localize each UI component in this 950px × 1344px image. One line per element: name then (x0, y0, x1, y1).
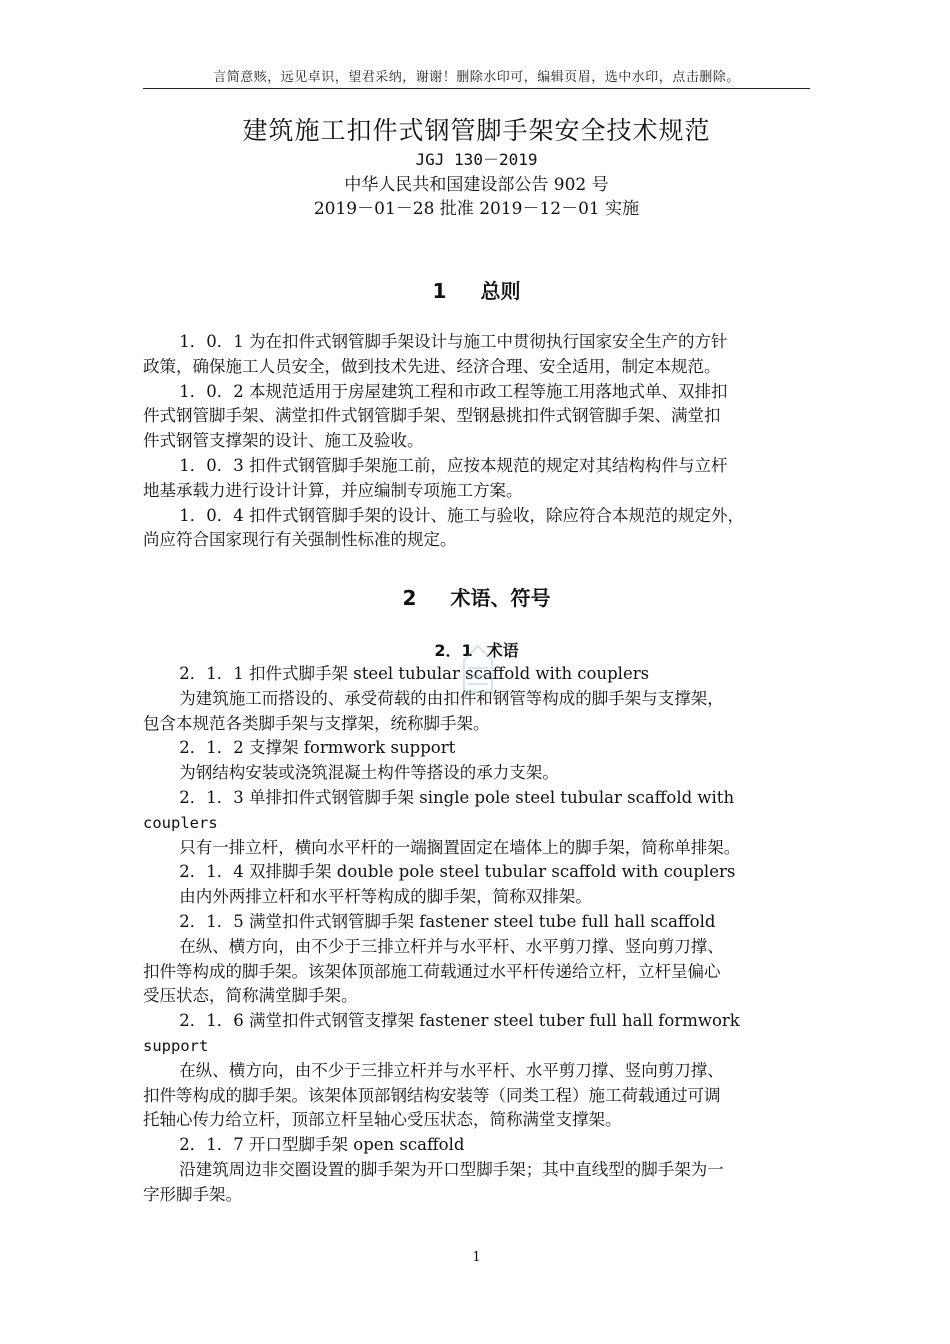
term-definition-line: 为建筑施工而搭设的、承受荷载的由扣件和钢管等构成的脚手架与支撑架， (179, 688, 724, 708)
term-definition (143, 1059, 810, 1133)
chapter-1-heading (143, 275, 810, 304)
title-block (143, 114, 810, 222)
page-header-note[interactable]: 言简意赅，远见卓识，望君采纳，谢谢！删除水印可，编辑页眉，选中水印，点击删除。 (213, 70, 740, 85)
term-heading-line: 2．1．5 满堂扣件式钢管脚手架 fastener steel tube full hall scaffold (179, 911, 716, 931)
term-definition-line: 由内外两排立杆和水平杆等构成的脚手架，简称双排架。 (179, 887, 592, 907)
term-heading (143, 1009, 810, 1059)
clause-line: 1．0．3 扣件式钢管脚手架施工前，应按本规范的规定对其结构构件与立杆 (179, 455, 728, 475)
term-definition-line: 字形脚手架。 (143, 1184, 242, 1204)
term-definition (143, 1158, 810, 1208)
term-heading-line: 2．1．2 支撑架 formwork support (179, 738, 456, 758)
clause-paragraph (143, 454, 810, 504)
chapter-title: 术语、符号 (450, 586, 551, 610)
document-code: JGJ 130－2019 (415, 150, 538, 169)
page-number: 1 (472, 1250, 481, 1265)
clause-line: 1．0．2 本规范适用于房屋建筑工程和市政工程等施工用落地式单、双排扣 (179, 381, 728, 401)
term-definition-line: 沿建筑周边非交圈设置的脚手架为开口型脚手架；其中直线型的脚手架为一 (179, 1159, 724, 1179)
term-heading (143, 1133, 810, 1158)
chapter-title: 总则 (480, 279, 521, 303)
clause-line: 地基承载力进行设计计算，并应编制专项施工方案。 (143, 480, 523, 500)
term-heading-line: 2．1．7 开口型脚手架 open scaffold (179, 1135, 465, 1155)
clause-line: 1．0．4 扣件式钢管脚手架的设计、施工与验收，除应符合本规范的规定外， (179, 505, 745, 525)
document-title: 建筑施工扣件式钢管脚手架安全技术规范 (242, 116, 711, 145)
term-definition (143, 836, 810, 861)
section-title: 术语 (486, 641, 519, 660)
clause-paragraph (143, 380, 810, 454)
clause-paragraph (143, 504, 810, 554)
clause-line: 件式钢管脚手架、满堂扣件式钢管脚手架、型钢悬挑扣件式钢管脚手架、满堂扣 (143, 406, 721, 426)
term-definition (143, 761, 810, 786)
term-heading-continuation: couplers (143, 813, 218, 832)
term-heading-line: 2．1．6 满堂扣件式钢管支撑架 fastener steel tuber full hall formwork (179, 1011, 740, 1031)
header-divider (143, 88, 810, 89)
chapter-number: 1 (432, 279, 447, 303)
clause-paragraph (143, 330, 810, 380)
term-heading (143, 860, 810, 885)
clause-line: 件式钢管支撑架的设计、施工及验收。 (143, 431, 424, 451)
clause-line: 政策，确保施工人员安全，做到技术先进、经济合理、安全适用，制定本规范。 (143, 356, 721, 376)
term-definition-line: 扣件等构成的脚手架。该架体顶部施工荷载通过水平杆传递给立杆，立杆呈偏心 (143, 961, 721, 981)
term-heading (143, 786, 810, 836)
term-definition (143, 935, 810, 1009)
chapter-number: 2 (402, 586, 417, 610)
term-definition-line: 受压状态，简称满堂脚手架。 (143, 986, 358, 1006)
chapter-2-body (143, 662, 810, 1208)
term-heading (143, 910, 810, 935)
watermark-logo-icon[interactable] (458, 640, 498, 700)
term-definition (143, 885, 810, 910)
term-definition-line: 在纵、横方向，由不少于三排立杆并与水平杆、水平剪刀撑、竖向剪刀撑、 (179, 1060, 724, 1080)
term-definition-line: 为钢结构安装或浇筑混凝土构件等搭设的承力支架。 (179, 763, 559, 783)
term-definition-line: 在纵、横方向，由不少于三排立杆并与水平杆、水平剪刀撑、竖向剪刀撑、 (179, 936, 724, 956)
term-heading (143, 736, 810, 761)
term-heading-line: 2．1．3 单排扣件式钢管脚手架 single pole steel tubular scaffold with (179, 787, 735, 807)
term-definition-line: 只有一排立杆，横向水平杆的一端搁置固定在墙体上的脚手架，简称单排架。 (179, 837, 741, 857)
clause-line: 1．0．1 为在扣件式钢管脚手架设计与施工中贯彻执行国家安全生产的方针 (179, 332, 728, 351)
chapter-2-heading (143, 582, 810, 611)
term-heading-continuation: support (143, 1036, 209, 1055)
term-definition-line: 扣件等构成的脚手架。该架体顶部钢结构安装等（同类工程）施工荷载通过可调 (143, 1085, 721, 1105)
document-announcement: 中华人民共和国建设部公告 902 号 (344, 174, 609, 195)
document-dates: 2019－01－28 批准 2019－12－01 实施 (313, 199, 640, 219)
chapter-1-body (143, 330, 810, 553)
term-heading-line: 2．1．1 扣件式脚手架 steel tubular scaffold with couplers (179, 664, 650, 683)
term-definition-line: 托轴心传力给立杆，顶部立杆呈轴心受压状态，简称满堂支撑架。 (143, 1110, 622, 1130)
term-heading-line: 2．1．4 双排脚手架 double pole steel tubular scaffold with couplers (179, 862, 736, 882)
clause-line: 尚应符合国家现行有关强制性标准的规定。 (143, 530, 457, 550)
term-definition-line: 包含本规范各类脚手架与支撑架，统称脚手架。 (143, 713, 490, 733)
section-number: 2．1 (434, 641, 473, 660)
